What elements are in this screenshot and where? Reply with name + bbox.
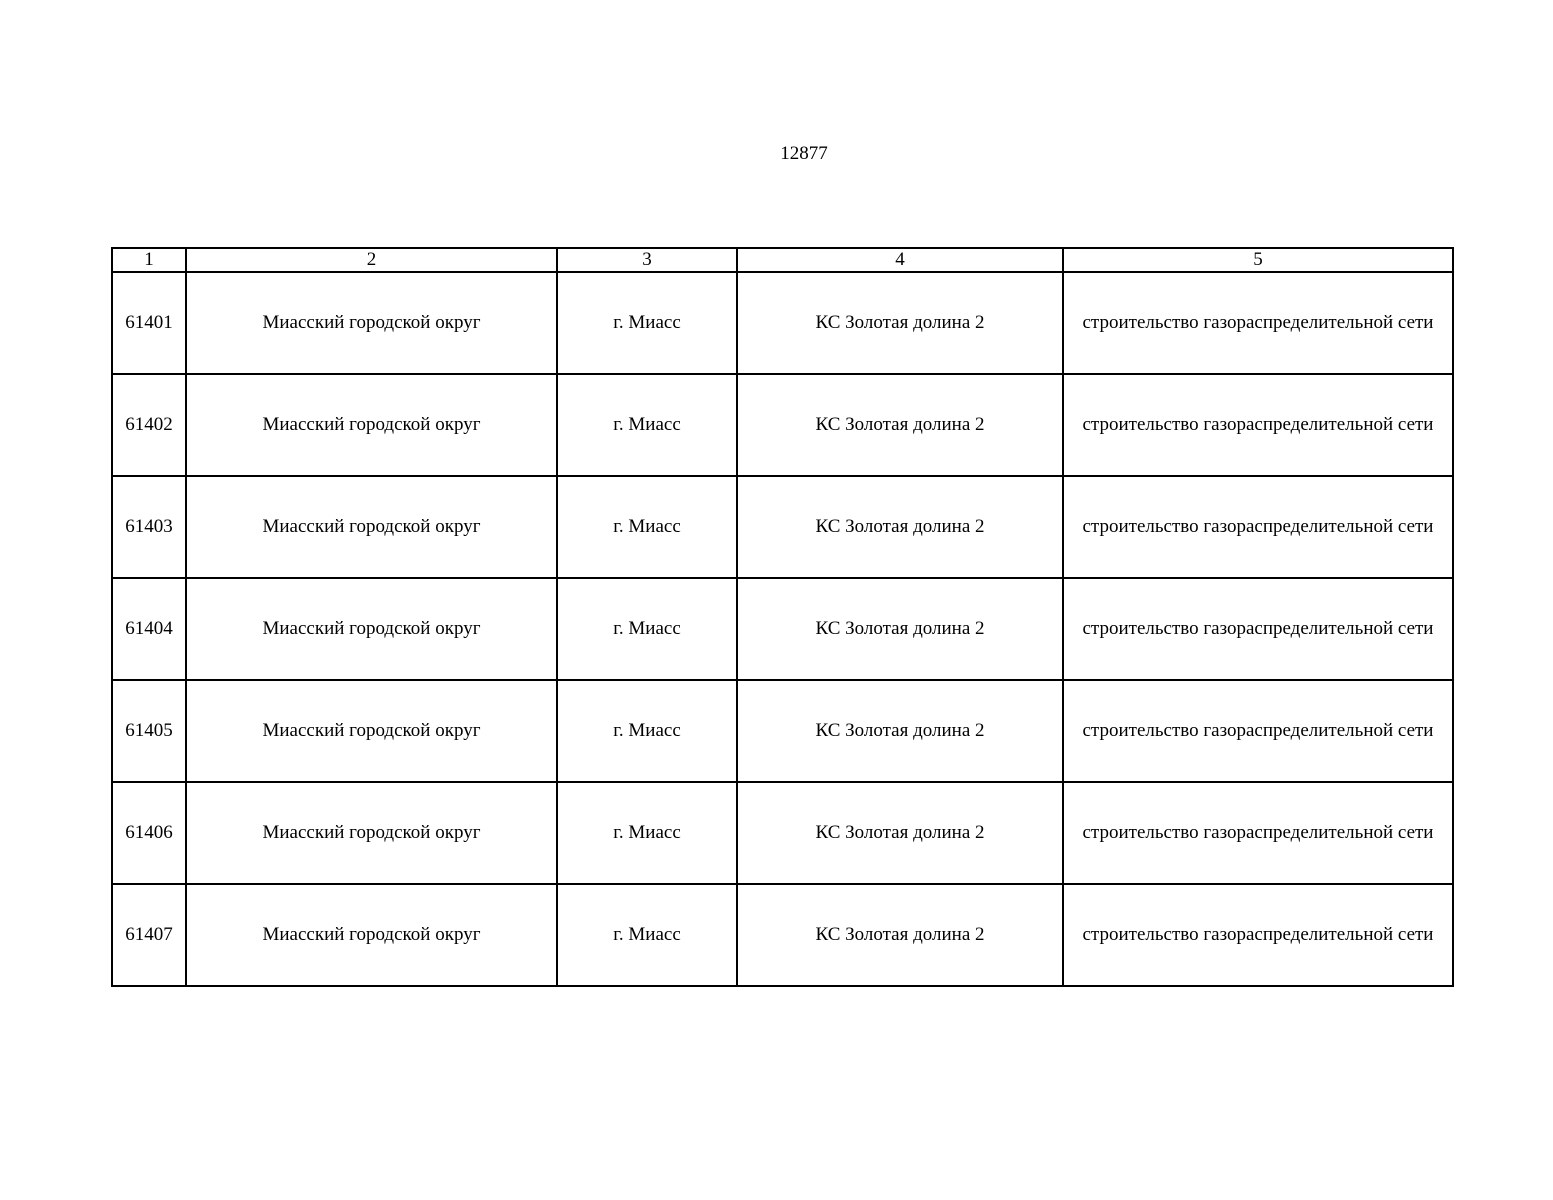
table-row: [112, 272, 1453, 374]
page-number: 12877: [780, 143, 828, 164]
row-number-cell: 61407: [112, 884, 186, 986]
header-cell: 4: [737, 248, 1063, 272]
header-cell: 3: [557, 248, 737, 272]
object-cell: КС Золотая долина 2: [737, 272, 1063, 374]
header-cell: 5: [1063, 248, 1453, 272]
row-number-cell: 61403: [112, 476, 186, 578]
city-cell: г. Миасс: [557, 680, 737, 782]
object-cell: КС Золотая долина 2: [737, 578, 1063, 680]
header-cell: 2: [186, 248, 557, 272]
work-type-cell: строительство газораспределительной сети: [1063, 782, 1453, 884]
district-cell: Миасский городской округ: [186, 884, 557, 986]
object-cell: КС Золотая долина 2: [737, 782, 1063, 884]
table-row: [112, 476, 1453, 578]
table-row: [112, 680, 1453, 782]
district-cell: Миасский городской округ: [186, 578, 557, 680]
table-row: [112, 782, 1453, 884]
city-cell: г. Миасс: [557, 782, 737, 884]
district-cell: Миасский городской округ: [186, 374, 557, 476]
city-cell: г. Миасс: [557, 374, 737, 476]
work-type-cell: строительство газораспределительной сети: [1063, 374, 1453, 476]
row-number-cell: 61404: [112, 578, 186, 680]
object-cell: КС Золотая долина 2: [737, 476, 1063, 578]
district-cell: Миасский городской округ: [186, 680, 557, 782]
table-row: [112, 578, 1453, 680]
object-cell: КС Золотая долина 2: [737, 884, 1063, 986]
work-type-cell: строительство газораспределительной сети: [1063, 578, 1453, 680]
district-cell: Миасский городской округ: [186, 782, 557, 884]
district-cell: Миасский городской округ: [186, 272, 557, 374]
table-header-row: [112, 248, 1453, 272]
work-type-cell: строительство газораспределительной сети: [1063, 272, 1453, 374]
city-cell: г. Миасс: [557, 476, 737, 578]
work-type-cell: строительство газораспределительной сети: [1063, 680, 1453, 782]
row-number-cell: 61406: [112, 782, 186, 884]
row-number-cell: 61401: [112, 272, 186, 374]
district-cell: Миасский городской округ: [186, 476, 557, 578]
work-type-cell: строительство газораспределительной сети: [1063, 476, 1453, 578]
object-cell: КС Золотая долина 2: [737, 374, 1063, 476]
data-table: [111, 247, 1454, 987]
row-number-cell: 61402: [112, 374, 186, 476]
header-cell: 1: [112, 248, 186, 272]
city-cell: г. Миасс: [557, 884, 737, 986]
work-type-cell: строительство газораспределительной сети: [1063, 884, 1453, 986]
city-cell: г. Миасс: [557, 272, 737, 374]
table-row: [112, 884, 1453, 986]
row-number-cell: 61405: [112, 680, 186, 782]
table-row: [112, 374, 1453, 476]
object-cell: КС Золотая долина 2: [737, 680, 1063, 782]
city-cell: г. Миасс: [557, 578, 737, 680]
